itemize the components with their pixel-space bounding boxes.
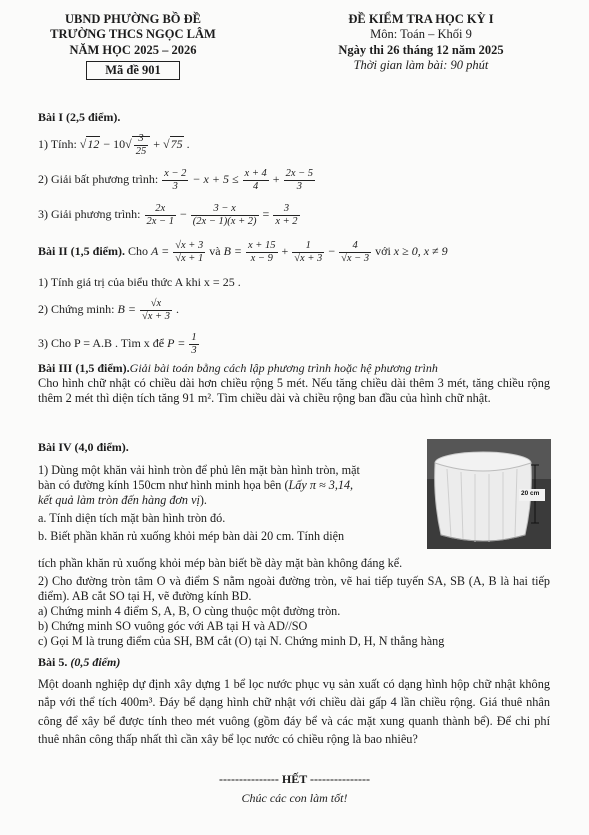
bai2-header: Bài II (1,5 điểm). Cho A = $\frac{√x + 3}{√x + 1}$ và B = $\frac{x + 15}{x - 9}$ + $\frac{1}{√x + 3}$ − $\frac{4}{√x - 3}$ với x ≥ 0, x ≠ 9 bbox=[38, 240, 448, 264]
school-year: NĂM HỌC 2025 – 2026 bbox=[69, 42, 197, 57]
bai2-intro: Cho bbox=[128, 243, 149, 258]
bai2-q2: 2) Chứng minh: B = $\frac{√x}{√x + 3}$ . bbox=[38, 298, 179, 322]
bai4-p1-line3-end: ). bbox=[199, 492, 207, 507]
bai2-q3-label: 3) Cho P = A.B . Tìm x để bbox=[38, 335, 165, 350]
bai3-subtitle: Giải bài toán bằng cách lập phương trình hoặc hệ phương trình bbox=[129, 361, 438, 375]
bai3-text: Cho hình chữ nhật có chiều dài hơn chiều rộng 5 mét. Nếu tăng chiều dài thêm 3 mét, tăng chiều rộng thêm 2 mét thì diện tích tăng 91 m². Tìm chiều dài và chiều rộng ban đầu của hình chữ nhật. bbox=[38, 375, 550, 405]
subject: Môn: Toán – Khối 9 bbox=[370, 27, 472, 42]
bai4-q2: 2) Cho đường tròn tâm O và điểm S nằm ngoài đường tròn, vẽ hai tiếp tuyến SA, SB (A, B là hai tiếp điểm). AB cắt SO tại H, vẽ đường kính BD. bbox=[38, 574, 550, 603]
bai4-part1 bbox=[38, 463, 423, 543]
exam-code-box bbox=[86, 61, 180, 80]
bai4-q2b: b) Chứng minh SO vuông góc với AB tại H và AD//SO bbox=[38, 618, 308, 633]
school-name: TRƯỜNG THCS NGỌC LÂM bbox=[50, 27, 216, 42]
closing-wish: Chúc các con làm tốt! bbox=[241, 791, 348, 805]
bai2-and: và bbox=[209, 243, 221, 258]
header-left bbox=[38, 12, 228, 80]
header-right bbox=[296, 12, 546, 73]
bai4-title: Bài IV (4,0 điểm). bbox=[38, 440, 129, 454]
bai4-p1-line1: 1) Dùng một khăn vải hình tròn để phủ lên mặt bàn hình tròn, mặt bbox=[38, 463, 360, 477]
bai5-title-line bbox=[38, 655, 120, 670]
bai2-q2-label: 2) Chứng minh: bbox=[38, 301, 115, 316]
duration: Thời gian làm bài: 90 phút bbox=[353, 57, 489, 72]
bai1-q1-label: 1) Tính: bbox=[38, 136, 77, 151]
tablecloth-image bbox=[427, 439, 551, 549]
bai2-condition: x ≥ 0, x ≠ 9 bbox=[393, 243, 448, 258]
district-name: UBND PHƯỜNG BỒ ĐỀ bbox=[65, 12, 201, 26]
bai4-q1b-line2: tích phần khăn rủ xuống khỏi mép bàn biết bề dày mặt bàn không đáng kể. bbox=[38, 556, 403, 570]
bai5-text: Một doanh nghiệp dự định xây dựng 1 bể lọc nước phục vụ sản xuất có dạng hình hộp chữ nhật không nắp với thể tích 400m³. Đáy bể dạng hình chữ nhật với chiều dài gấp 4 lần chiều rộng. Giá thuê nhân công để xây bể được tính theo mét vuông (gồm đáy bể và các mặt xung quanh thành bể). Để chi phí thuê nhân công thấp nhất thì cần xây bể lọc nước có chiều rộng là bao nhiêu? bbox=[38, 677, 550, 747]
bai1-q2: 2) Giải bất phương trình: $\frac{x - 2}{3}$ − x + 5 ≤ $\frac{x + 4}{4}$ + $\frac{2x - 5}{3}$ bbox=[38, 168, 314, 192]
exam-date: Ngày thi 26 tháng 12 năm 2025 bbox=[338, 42, 504, 57]
bai3 bbox=[38, 361, 550, 406]
bai5-points: (0,5 điểm) bbox=[70, 655, 121, 669]
bai5-title: Bài 5. bbox=[38, 655, 68, 669]
bai4-p1-line3-text: kết quả làm tròn đến hàng đơn vị bbox=[38, 492, 200, 507]
end-marker: --------------- HẾT --------------- bbox=[218, 772, 370, 786]
bai1-q3: 3) Giải phương trình: $\frac{2x}{2x - 1}$ − $\frac{3 - x}{(2x - 1)(x + 2)}$ = $\frac{3}{x + 2}$ bbox=[38, 203, 298, 227]
bai4-q1a: a. Tính diện tích mặt bàn hình tròn đó. bbox=[38, 510, 226, 525]
bai4-p1-line3 bbox=[38, 493, 423, 508]
bai2-with: với bbox=[375, 243, 391, 258]
bai4-q2c: c) Gọi M là trung điểm của SH, BM cắt (O) tại N. Chứng minh D, H, N thẳng hàng bbox=[38, 633, 445, 648]
bai1-q3-label: 3) Giải phương trình: bbox=[38, 206, 141, 221]
bai1-q1: 1) Tính: √12 − 10√ $\frac{3}{25}$ + √75 . bbox=[38, 133, 190, 157]
bai4-p1-line2a: bàn có đường kính 150cm như hình minh họa bên ( bbox=[38, 477, 289, 492]
cloth-drop-label: 20 cm bbox=[521, 490, 540, 497]
bai3-title: Bài III (1,5 điểm). bbox=[38, 361, 130, 375]
bai2-q3: 3) Cho P = A.B . Tìm x để P = $\frac{1}{3}$ bbox=[38, 332, 197, 356]
bai4-part2 bbox=[38, 574, 550, 648]
bai4-q1b-line1: b. Biết phần khăn rủ xuống khỏi mép bàn dài 20 cm. Tính diện bbox=[38, 528, 345, 543]
bai1-q2-label: 2) Giải bất phương trình: bbox=[38, 171, 159, 186]
bai4-p1-line2b: Lấy π ≈ 3,14, bbox=[288, 477, 354, 492]
bai2-q1: 1) Tính giá trị của biểu thức A khi x = 25 . bbox=[38, 275, 241, 289]
exam-title: ĐỀ KIỂM TRA HỌC KỲ I bbox=[348, 12, 494, 26]
exam-code: Mã đề 901 bbox=[105, 62, 161, 77]
bai4-q2a: a) Chứng minh 4 điểm S, A, B, O cùng thuộc một đường tròn. bbox=[38, 603, 341, 618]
bai2-title: Bài II (1,5 điểm). bbox=[38, 243, 125, 258]
bai1-title: Bài I (2,5 điểm). bbox=[38, 110, 121, 124]
bai4-p1-line2 bbox=[38, 478, 423, 493]
